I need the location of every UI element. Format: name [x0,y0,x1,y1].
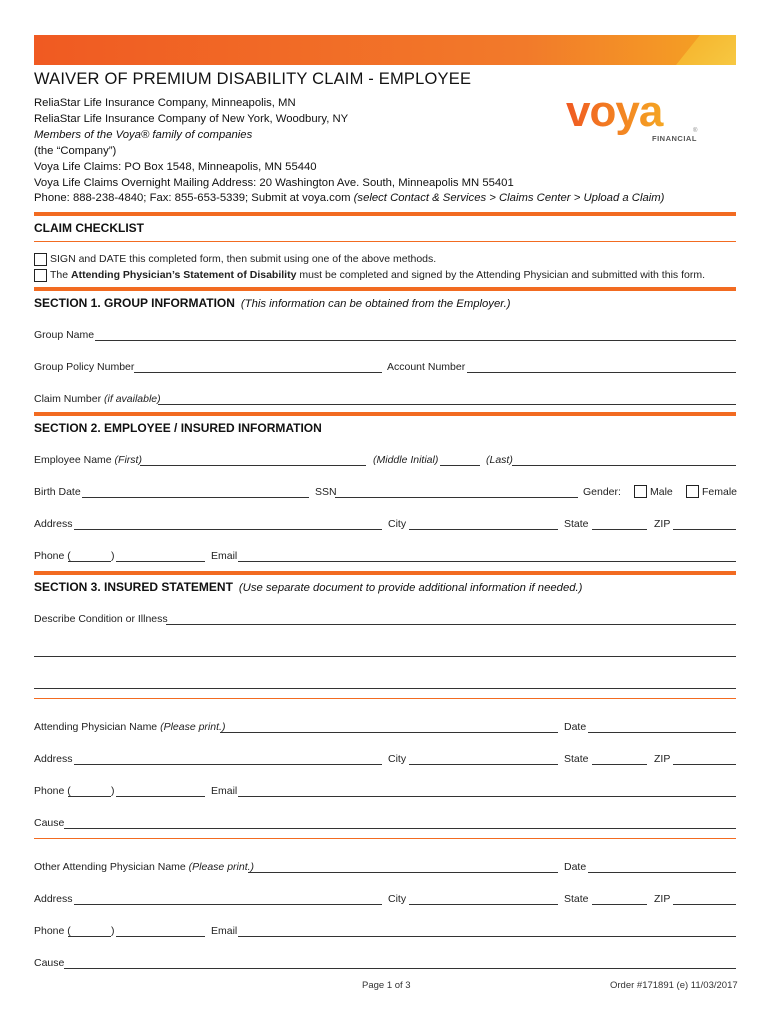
logo-registered: ® [693,128,698,134]
other-physician-name-field[interactable] [248,872,558,873]
claim-number-text: Claim Number [34,393,102,405]
last-name-label: (Last) [486,454,513,466]
other-physician-name-label [34,861,254,873]
other-physician-phone-field[interactable] [116,936,205,937]
other-physician-email-label: Email [211,925,238,937]
divider [34,212,736,216]
section2-heading: SECTION 2. EMPLOYEE / INSURED INFORMATION [34,421,322,435]
overnight-address: Voya Life Claims Overnight Mailing Address: 20 Washington Ave. South, Minneapolis MN 55401 [34,177,514,189]
policy-number-label: Group Policy Number [34,361,135,373]
first-name-field[interactable] [140,465,366,466]
gender-label: Gender: [583,486,621,498]
claim-number-label [34,393,161,405]
divider [34,287,736,291]
physician-city-field[interactable] [409,764,558,765]
section1-title: SECTION 1. GROUP INFORMATION [34,296,235,310]
physician-phone-area-field[interactable] [68,796,111,797]
divider [34,838,736,839]
phone-area-code-field[interactable] [68,561,111,562]
female-label: Female [702,486,738,498]
address-label: Address [34,518,73,530]
physician-name-label [34,721,225,733]
other-please-print-note: (Please print.) [188,861,255,873]
claims-address: Voya Life Claims: PO Box 1548, Minneapolis, MN 55440 [34,161,317,173]
zip-label: ZIP [654,518,671,530]
first-note: (First) [114,454,142,466]
other-physician-city-label: City [388,893,407,905]
employee-name-label [34,454,142,466]
section3-note: (Use separate document to provide additional information if needed.) [238,582,583,594]
contact-text: Phone: 888-238-4840; Fax: 855-653-5339; Submit at voya.com [34,192,354,204]
cause-label: Cause [34,817,65,829]
other-physician-state-field[interactable] [592,904,647,905]
other-physician-phone-label: Phone ( [34,925,71,937]
company-line-1: ReliaStar Life Insurance Company, Minneapolis, MN [34,97,296,109]
ssn-field[interactable] [335,497,578,498]
checklist-checkbox-sign[interactable] [34,253,47,266]
header-banner [34,35,736,65]
physician-city-label: City [388,753,407,765]
banner-accent [676,35,736,65]
describe-condition-field[interactable] [166,624,736,625]
physician-name-field[interactable] [220,732,558,733]
checklist-checkbox-aps[interactable] [34,269,47,282]
physician-zip-field[interactable] [673,764,736,765]
other-cause-label: Cause [34,957,65,969]
phone-label: Phone ( [34,550,71,562]
company-definition: (the “Company”) [34,145,117,157]
section1-note: (This information can be obtained from the Employer.) [240,298,511,310]
other-physician-city-field[interactable] [409,904,558,905]
physician-name-text: Attending Physician Name [34,721,158,733]
claim-number-note: (if available) [104,393,161,405]
physician-address-field[interactable] [74,764,382,765]
physician-date-field[interactable] [588,732,736,733]
male-label: Male [650,486,673,498]
item2-bold: Attending Physician’s Statement of Disability [71,269,297,281]
ssn-label: SSN [315,486,337,498]
please-print-note: (Please print.) [160,721,226,733]
physician-email-field[interactable] [238,796,736,797]
group-name-field[interactable] [95,340,736,341]
describe-condition-line-2[interactable] [34,656,736,657]
contact-line [34,192,664,204]
checklist-item-aps [50,269,705,281]
physician-date-label: Date [564,721,587,733]
middle-initial-field[interactable] [440,465,480,466]
city-label: City [388,518,407,530]
other-physician-zip-label: ZIP [654,893,671,905]
physician-state-field[interactable] [592,764,647,765]
other-cause-field[interactable] [64,968,736,969]
email-label: Email [211,550,238,562]
family-line: Members of the Voya® family of companies [34,129,253,141]
logo-subtitle: FINANCIAL [652,134,697,143]
other-physician-phone-paren: ) [111,925,115,937]
city-field[interactable] [409,529,558,530]
policy-number-field[interactable] [134,372,382,373]
describe-condition-label: Describe Condition or Illness [34,613,168,625]
birth-date-field[interactable] [82,497,309,498]
cause-field[interactable] [64,828,736,829]
other-physician-state-label: State [564,893,589,905]
company-line-2: ReliaStar Life Insurance Company of New York, Woodbury, NY [34,113,349,125]
physician-phone-field[interactable] [116,796,205,797]
birth-date-label: Birth Date [34,486,81,498]
section1-heading [34,296,510,310]
order-number: Order #171891 (e) 11/03/2017 [610,980,738,991]
state-field[interactable] [592,529,647,530]
physician-address-label: Address [34,753,73,765]
other-physician-email-field[interactable] [238,936,736,937]
other-physician-address-label: Address [34,893,73,905]
other-physician-date-field[interactable] [588,872,736,873]
item2-pre: The [50,269,72,281]
item2-post: must be completed and signed by the Attending Physician and submitted with this form. [296,269,705,281]
describe-condition-line-3[interactable] [34,688,736,689]
group-name-label: Group Name [34,329,95,341]
last-name-field[interactable] [512,465,736,466]
other-physician-zip-field[interactable] [673,904,736,905]
address-field[interactable] [74,529,382,530]
male-checkbox[interactable] [634,485,647,498]
zip-field[interactable] [673,529,736,530]
other-physician-phone-area-field[interactable] [68,936,111,937]
physician-phone-label: Phone ( [34,785,71,797]
account-number-field[interactable] [467,372,736,373]
contact-instructions: (select Contact & Services > Claims Center > Upload a Claim) [353,192,665,204]
account-number-label: Account Number [387,361,466,373]
employee-name-text: Employee Name [34,454,112,466]
section3-heading [34,580,582,594]
divider [34,412,736,416]
form-title: WAIVER OF PREMIUM DISABILITY CLAIM - EMPLOYEE [34,70,472,88]
voya-logo [566,94,706,146]
other-physician-name-text: Other Attending Physician Name [34,861,186,873]
checklist-heading: CLAIM CHECKLIST [34,221,144,235]
other-physician-address-field[interactable] [74,904,382,905]
divider [34,698,736,699]
other-physician-date-label: Date [564,861,587,873]
female-checkbox[interactable] [686,485,699,498]
email-field[interactable] [238,561,736,562]
phone-paren: ) [111,550,115,562]
section3-title: SECTION 3. INSURED STATEMENT [34,580,233,594]
divider [34,241,736,242]
phone-number-field[interactable] [116,561,205,562]
state-label: State [564,518,589,530]
middle-initial-label: (Middle Initial) [373,454,439,466]
checklist-item-sign: SIGN and DATE this completed form, then submit using one of the above methods. [50,253,437,265]
physician-zip-label: ZIP [654,753,671,765]
logo-wordmark: voya [566,94,663,136]
physician-state-label: State [564,753,589,765]
physician-phone-paren: ) [111,785,115,797]
divider [34,571,736,575]
physician-email-label: Email [211,785,238,797]
claim-number-field[interactable] [158,404,736,405]
page-number: Page 1 of 3 [362,980,411,991]
